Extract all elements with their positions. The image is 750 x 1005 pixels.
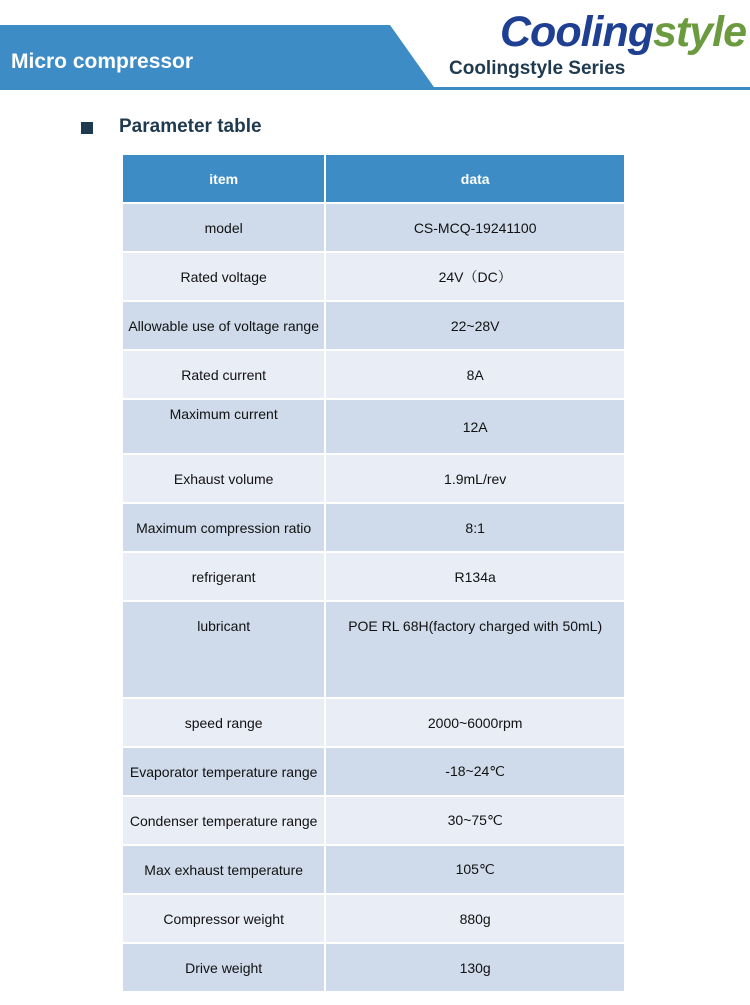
- table-row: [123, 797, 624, 844]
- item-cell: speed range: [123, 699, 324, 746]
- table-row: [123, 553, 624, 600]
- item-cell: Compressor weight: [123, 895, 324, 942]
- table-row: [123, 944, 624, 991]
- logo-text-style: style: [653, 8, 747, 56]
- item-cell: Drive weight: [123, 944, 324, 991]
- item-cell: Maximum current: [123, 400, 324, 453]
- table-row: [123, 351, 624, 398]
- table-row: [123, 602, 624, 697]
- table-row: [123, 846, 624, 893]
- table-row: [123, 204, 624, 251]
- page-title: Micro compressor: [11, 50, 194, 73]
- table-row: [123, 504, 624, 551]
- data-cell: 105℃: [326, 846, 624, 893]
- table-row: [123, 748, 624, 795]
- bullet-square-icon: [81, 122, 93, 134]
- parameter-table: [121, 153, 626, 993]
- table-row: [123, 253, 624, 300]
- item-cell: Rated current: [123, 351, 324, 398]
- data-cell: 130g: [326, 944, 624, 991]
- series-label: Coolingstyle Series: [449, 58, 626, 79]
- column-header-item: item: [123, 155, 324, 202]
- item-cell: Maximum compression ratio: [123, 504, 324, 551]
- data-cell: -18~24℃: [326, 748, 624, 795]
- data-cell: 8A: [326, 351, 624, 398]
- table-row: [123, 455, 624, 502]
- item-cell: Max exhaust temperature: [123, 846, 324, 893]
- item-cell: Allowable use of voltage range: [123, 302, 324, 349]
- data-cell: CS-MCQ-19241100: [326, 204, 624, 251]
- data-cell: 8:1: [326, 504, 624, 551]
- table-row: [123, 302, 624, 349]
- item-cell: model: [123, 204, 324, 251]
- header-divider: [0, 87, 750, 90]
- item-cell: Exhaust volume: [123, 455, 324, 502]
- column-header-data: data: [326, 155, 624, 202]
- table-row: [123, 895, 624, 942]
- section-title: Parameter table: [119, 116, 262, 137]
- item-cell: refrigerant: [123, 553, 324, 600]
- data-cell: POE RL 68H(factory charged with 50mL): [326, 602, 624, 697]
- table-row: [123, 699, 624, 746]
- data-cell: 12A: [326, 400, 624, 453]
- data-cell: 2000~6000rpm: [326, 699, 624, 746]
- item-cell: Evaporator temperature range: [123, 748, 324, 795]
- data-cell: 1.9mL/rev: [326, 455, 624, 502]
- data-cell: 30~75℃: [326, 797, 624, 844]
- data-cell: 24V（DC）: [326, 253, 624, 300]
- table-row: [123, 400, 624, 453]
- item-cell: Rated voltage: [123, 253, 324, 300]
- data-cell: 22~28V: [326, 302, 624, 349]
- item-cell: Condenser temperature range: [123, 797, 324, 844]
- item-cell: lubricant: [123, 602, 324, 697]
- data-cell: R134a: [326, 553, 624, 600]
- data-cell: 880g: [326, 895, 624, 942]
- logo-text-cooling: Cooling: [500, 8, 654, 56]
- brand-logo: [500, 8, 746, 57]
